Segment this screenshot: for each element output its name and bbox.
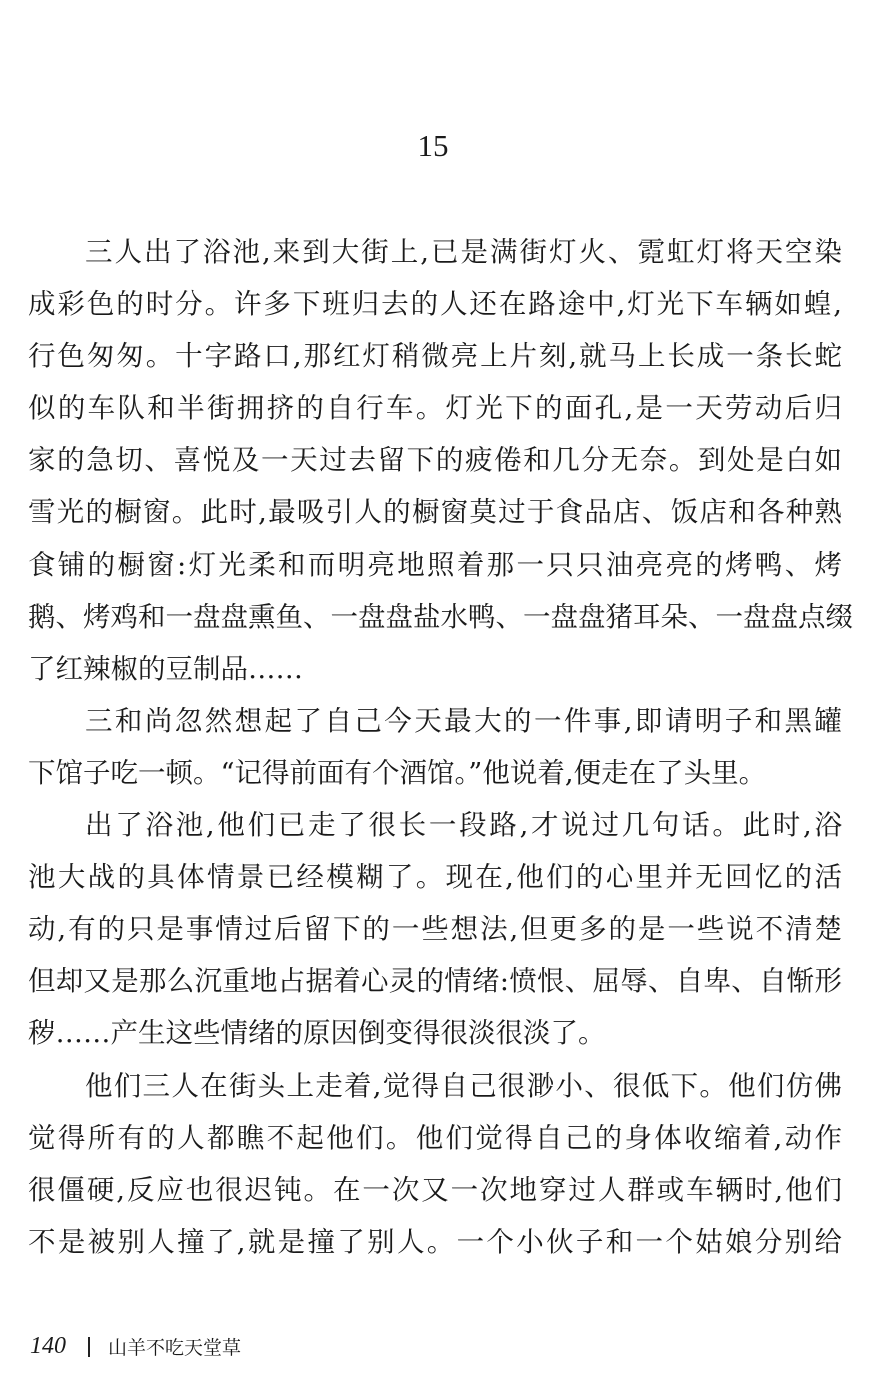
text-line: 食铺的橱窗:灯光柔和而明亮地照着那一只只油亮亮的烤鸭、烤 bbox=[28, 548, 842, 581]
text-line: 不是被别人撞了,就是撞了别人。一个小伙子和一个姑娘分别给 bbox=[28, 1225, 842, 1258]
paragraph bbox=[28, 695, 842, 799]
paragraph bbox=[28, 799, 842, 1059]
paragraph bbox=[28, 1060, 842, 1268]
text-line: 三人出了浴池,来到大街上,已是满街灯火、霓虹灯将天空染 bbox=[85, 236, 842, 268]
text-line: 三和尚忽然想起了自己今天最大的一件事,即请明子和黑罐 bbox=[85, 704, 842, 737]
text-line: 鹅、烤鸡和一盘盘熏鱼、一盘盘盐水鸭、一盘盘猪耳朵、一盘盘点缀 bbox=[28, 600, 853, 633]
text-line: 似的车队和半街拥挤的自行车。灯光下的面孔,是一天劳动后归 bbox=[28, 392, 842, 425]
text-line: 动,有的只是事情过后留下的一些想法,但更多的是一些说不清楚 bbox=[28, 913, 842, 946]
text-line: 下馆子吃一顿。“记得前面有个酒馆。”他说着,便走在了头里。 bbox=[28, 756, 767, 789]
paragraph bbox=[28, 226, 853, 695]
text-line: 成彩色的时分。许多下班归去的人还在路途中,灯光下车辆如蝗, bbox=[28, 288, 842, 321]
text-line: 觉得所有的人都瞧不起他们。他们觉得自己的身体收缩着,动作 bbox=[28, 1121, 842, 1154]
page-number: 140 bbox=[30, 1333, 66, 1359]
page-footer bbox=[30, 1333, 241, 1360]
text-line: 出了浴池,他们已走了很长一段路,才说过几句话。此时,浴 bbox=[85, 809, 842, 842]
book-title: 山羊不吃天堂草 bbox=[108, 1337, 242, 1359]
text-line: 行色匆匆。十字路口,那红灯稍微亮上片刻,就马上长成一条长蛇 bbox=[28, 340, 842, 373]
text-line: 秽……产生这些情绪的原因倒变得很淡很淡了。 bbox=[28, 1017, 606, 1050]
text-line: 但却又是那么沉重地占据着心灵的情绪:愤恨、屈辱、自卑、自惭形 bbox=[28, 965, 842, 998]
text-line: 雪光的橱窗。此时,最吸引人的橱窗莫过于食品店、饭店和各种熟 bbox=[28, 496, 842, 529]
text-line: 池大战的具体情景已经模糊了。现在,他们的心里并无回忆的活 bbox=[28, 861, 842, 894]
footer-divider bbox=[88, 1337, 90, 1357]
text-line: 了红辣椒的豆制品…… bbox=[28, 652, 303, 685]
body-text bbox=[28, 226, 853, 1268]
text-line: 他们三人在街头上走着,觉得自己很渺小、很低下。他们仿佛 bbox=[85, 1069, 842, 1102]
chapter-number: 15 bbox=[417, 128, 449, 163]
text-line: 家的急切、喜悦及一天过去留下的疲倦和几分无奈。到处是白如 bbox=[28, 444, 842, 477]
text-line: 很僵硬,反应也很迟钝。在一次又一次地穿过人群或车辆时,他们 bbox=[28, 1173, 842, 1206]
